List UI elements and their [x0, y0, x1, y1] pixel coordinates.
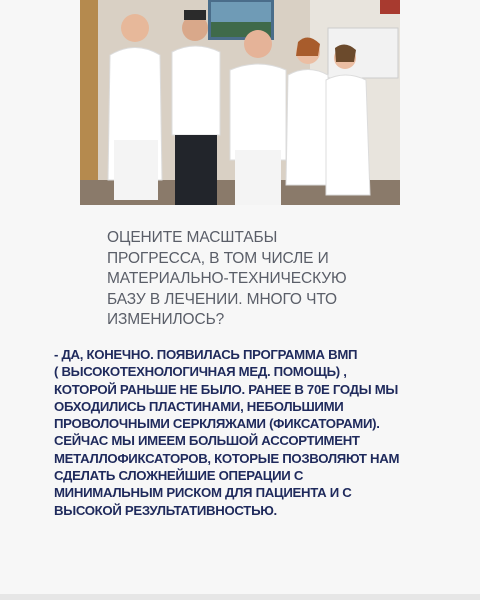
- group-photo-image: [80, 0, 400, 205]
- interview-answer: - ДА, КОНЕЧНО. ПОЯВИЛАСЬ ПРОГРАММА ВМП ( ВЫСОКОТЕХНОЛОГИЧНАЯ МЕД. ПОМОЩЬ) , КОТОРОЙ РАНЬШЕ НЕ БЫЛО. РАНЕЕ В 70Е ГОДЫ МЫ ОБХОДИЛИСЬ ПЛАСТИНАМИ, НЕБОЛЬШИМИ ПРОВОЛОЧНЫМИ СЕРКЛЯЖАМИ (ФИКСАТОРАМИ). СЕЙЧАС МЫ ИМЕЕМ БОЛЬШОЙ АССОРТИМЕНТ МЕТАЛЛОФИКСАТОРОВ, КОТОРЫЕ ПОЗВОЛЯЮТ НАМ СДЕЛАТЬ СЛОЖНЕЙШИЕ ОПЕРАЦИИ С МИНИМАЛЬНЫМ РИСКОМ ДЛЯ ПАЦИЕНТА И С ВЫСОКОЙ РЕЗУЛЬТАТИВНОСТЬЮ.: [54, 347, 400, 518]
- group-photo: [80, 0, 400, 205]
- interview-question: ОЦЕНИТЕ МАСШТАБЫ ПРОГРЕССА, В ТОМ ЧИСЛЕ И МАТЕРИАЛЬНО-ТЕХНИЧЕСКУЮ БАЗУ В ЛЕЧЕНИИ. МНОГО ЧТО ИЗМЕНИЛОСЬ?: [107, 229, 347, 328]
- bottom-divider: [0, 594, 480, 600]
